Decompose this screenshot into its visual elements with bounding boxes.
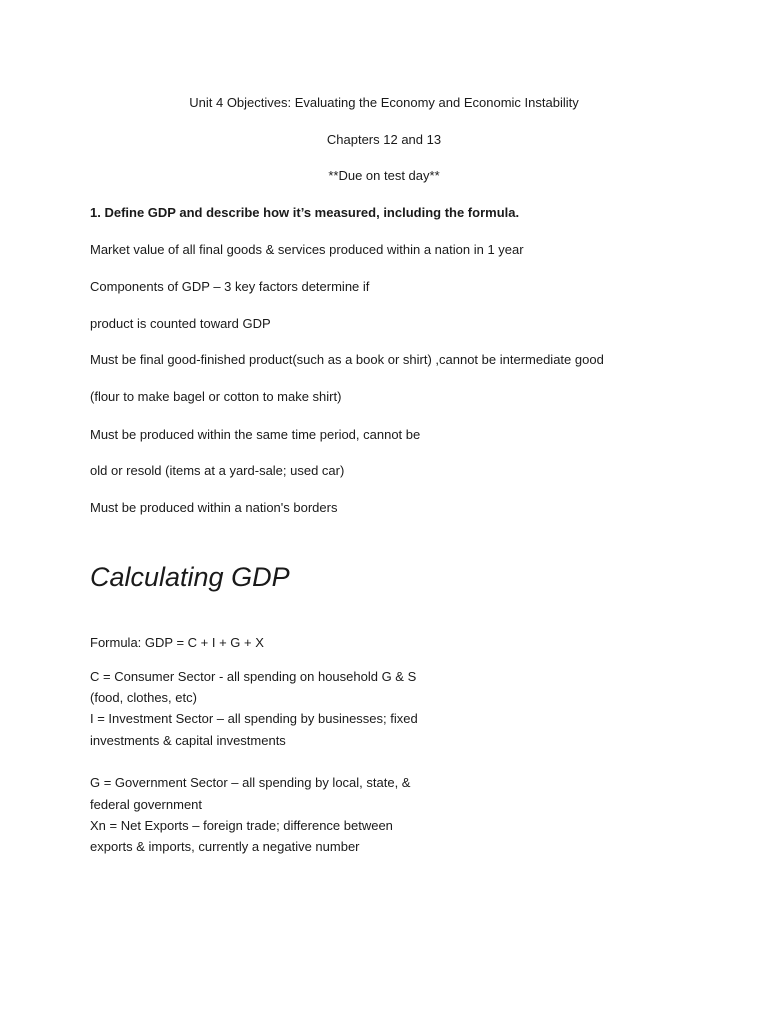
net-exports-line-cont: exports & imports, currently a negative number [90,839,360,854]
borders-rule: Must be produced within a nation's borders [90,500,338,515]
calculating-gdp-heading: Calculating GDP [90,562,290,592]
due-date-note: **Due on test day** [328,168,440,183]
question-1-prompt: 1. Define GDP and describe how it’s measured, including the formula. [90,205,520,220]
net-exports-line: Xn = Net Exports – foreign trade; difference between [90,818,393,833]
chapters-line: Chapters 12 and 13 [326,132,442,147]
gdp-components-intro: Components of GDP – 3 key factors determine if [90,279,370,294]
time-period-example: old or resold (items at a yard-sale; used car) [90,463,345,478]
government-sector-line-cont: federal government [90,797,203,812]
gdp-definition: Market value of all final goods & services produced within a nation in 1 year [90,242,524,257]
gdp-components-intro-cont: product is counted toward GDP [90,316,271,331]
document-title: Unit 4 Objectives: Evaluating the Economy and Economic Instability [189,95,579,110]
final-good-example: (flour to make bagel or cotton to make shirt) [90,389,342,404]
gdp-formula: Formula: GDP = C + I + G + X [90,635,264,650]
government-sector-line: G = Government Sector – all spending by local, state, & [90,775,411,790]
consumer-sector-line: C = Consumer Sector - all spending on household G & S [90,669,417,684]
final-good-rule: Must be final good-finished product(such as a book or shirt) ,cannot be intermediate good [90,352,604,367]
consumer-sector-line-cont: (food, clothes, etc) [90,690,197,705]
time-period-rule: Must be produced within the same time period, cannot be [90,427,421,442]
investment-sector-line: I = Investment Sector – all spending by businesses; fixed [90,711,418,726]
investment-sector-line-cont: investments & capital investments [90,733,286,748]
